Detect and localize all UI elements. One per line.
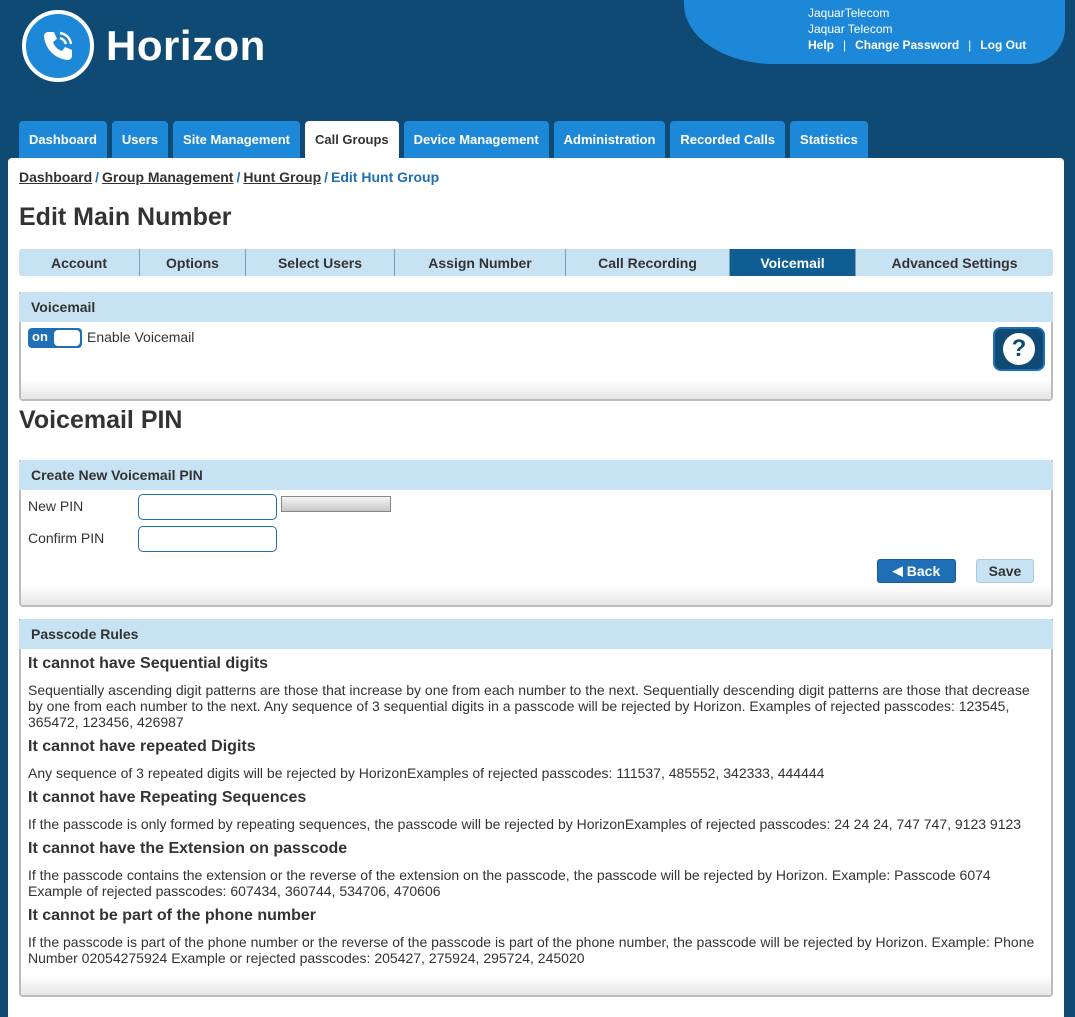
subtab-voicemail[interactable]: Voicemail <box>730 249 856 276</box>
breadcrumb-hunt-group[interactable]: Hunt Group <box>243 169 322 185</box>
logout-link[interactable]: Log Out <box>980 38 1027 52</box>
tab-statistics[interactable]: Statistics <box>790 121 868 158</box>
rule-text: Any sequence of 3 repeated digits will be rejected by HorizonExamples of rejected passcodes: 111537, 485552, 342333, 444444 <box>28 765 825 781</box>
tab-device-management[interactable]: Device Management <box>404 121 549 158</box>
subtab-assign-number[interactable]: Assign Number <box>395 249 566 276</box>
link-separator: | <box>968 38 972 52</box>
tab-users[interactable]: Users <box>112 121 168 158</box>
rule-title: It cannot have repeated Digits <box>28 738 256 755</box>
rule-title: It cannot have Sequential digits <box>28 655 269 672</box>
subtab-select-users[interactable]: Select Users <box>246 249 395 276</box>
phone-icon <box>22 10 94 82</box>
voicemail-panel-title: Voicemail <box>19 292 1053 322</box>
page-title: Edit Main Number <box>19 203 232 231</box>
link-separator: | <box>843 38 847 52</box>
user-links <box>808 38 1026 52</box>
tab-dashboard[interactable]: Dashboard <box>19 121 107 158</box>
confirm-pin-label: Confirm PIN <box>28 530 105 546</box>
voicemail-pin-heading: Voicemail PIN <box>19 406 183 434</box>
tab-recorded-calls[interactable]: Recorded Calls <box>670 121 785 158</box>
enable-voicemail-toggle[interactable] <box>28 328 82 348</box>
user-name: Jaquar Telecom <box>808 22 893 36</box>
rule-title: It cannot be part of the phone number <box>28 907 316 924</box>
sub-tabs <box>19 249 1053 276</box>
pin-strength-meter <box>281 496 391 512</box>
subtab-account[interactable]: Account <box>19 249 140 276</box>
create-pin-panel <box>19 460 1053 607</box>
change-password-link[interactable]: Change Password <box>855 38 960 52</box>
panel-footer <box>21 585 1051 605</box>
rule-text: If the passcode contains the extension or the reverse of the extension on the passcode, the passcode will be rejected by Horizon. Example: Passcode 6074 Example of rejected passcodes: 607434, 360744, 534706, 470606 <box>28 867 991 899</box>
toggle-state: on <box>32 329 48 344</box>
main-content <box>8 158 1064 1017</box>
tab-call-groups[interactable]: Call Groups <box>305 121 399 158</box>
rule-text: If the passcode is only formed by repeating sequences, the passcode will be rejected by HorizonExamples of rejected passcodes: 24 24 24, 747 747, 9123 9123 <box>28 816 1022 832</box>
back-arrow-icon: ◀ <box>892 563 903 578</box>
subtab-advanced-settings[interactable]: Advanced Settings <box>891 254 1018 271</box>
passcode-rules-panel <box>19 619 1053 997</box>
back-button-label: Back <box>906 563 941 579</box>
question-icon: ? <box>1003 333 1035 365</box>
rule-title: It cannot have Repeating Sequences <box>28 789 307 806</box>
breadcrumb-separator: / <box>95 169 100 185</box>
passcode-rules-title: Passcode Rules <box>19 619 1053 649</box>
breadcrumb-dashboard[interactable]: Dashboard <box>19 169 93 185</box>
breadcrumb-separator: / <box>324 169 329 185</box>
brand-name: Horizon <box>106 22 266 69</box>
rule-title: It cannot have the Extension on passcode <box>28 840 348 857</box>
subtab-options[interactable]: Options <box>140 249 246 276</box>
panel-footer <box>21 975 1051 995</box>
help-button[interactable] <box>993 327 1045 371</box>
toggle-knob <box>54 330 80 346</box>
subtab-call-recording[interactable]: Call Recording <box>566 249 730 276</box>
tab-administration[interactable]: Administration <box>554 121 666 158</box>
new-pin-label: New PIN <box>28 498 84 514</box>
breadcrumb <box>19 169 439 185</box>
horizon-logo[interactable] <box>22 10 266 82</box>
tab-site-management[interactable]: Site Management <box>173 121 300 158</box>
header <box>0 0 1075 158</box>
save-button[interactable]: Save <box>976 559 1034 583</box>
main-tabs <box>19 121 873 158</box>
new-pin-input[interactable] <box>138 494 277 520</box>
breadcrumb-separator: / <box>236 169 241 185</box>
user-panel <box>684 0 1065 64</box>
create-pin-panel-title: Create New Voicemail PIN <box>19 460 1053 490</box>
confirm-pin-input[interactable] <box>138 526 277 552</box>
panel-footer <box>21 379 1051 399</box>
enable-voicemail-label: Enable Voicemail <box>87 329 195 345</box>
breadcrumb-group-management[interactable]: Group Management <box>102 169 234 185</box>
rules-list <box>28 655 1038 974</box>
rule-text: Sequentially ascending digit patterns are those that increase by one from each number to the next. Sequentially descending digit patterns are those that decrease by one from each number to the next. Any sequence of 3 sequential digits in a passcode will be rejected by Horizon. Examples of rejected passcodes: 123545, 365472, 123456, 426987 <box>28 682 1030 730</box>
help-link[interactable]: Help <box>808 38 835 52</box>
breadcrumb-current: Edit Hunt Group <box>331 169 440 185</box>
rule-text: If the passcode is part of the phone number or the reverse of the passcode is part of the phone number, the passcode will be rejected by Horizon. Example: Phone Number 02054275924 Example or rejected passcodes: 205427, 275924, 295724, 245020 <box>28 934 1035 966</box>
voicemail-panel <box>19 292 1053 401</box>
account-name: JaquarTelecom <box>808 6 890 20</box>
back-button[interactable] <box>877 559 956 583</box>
